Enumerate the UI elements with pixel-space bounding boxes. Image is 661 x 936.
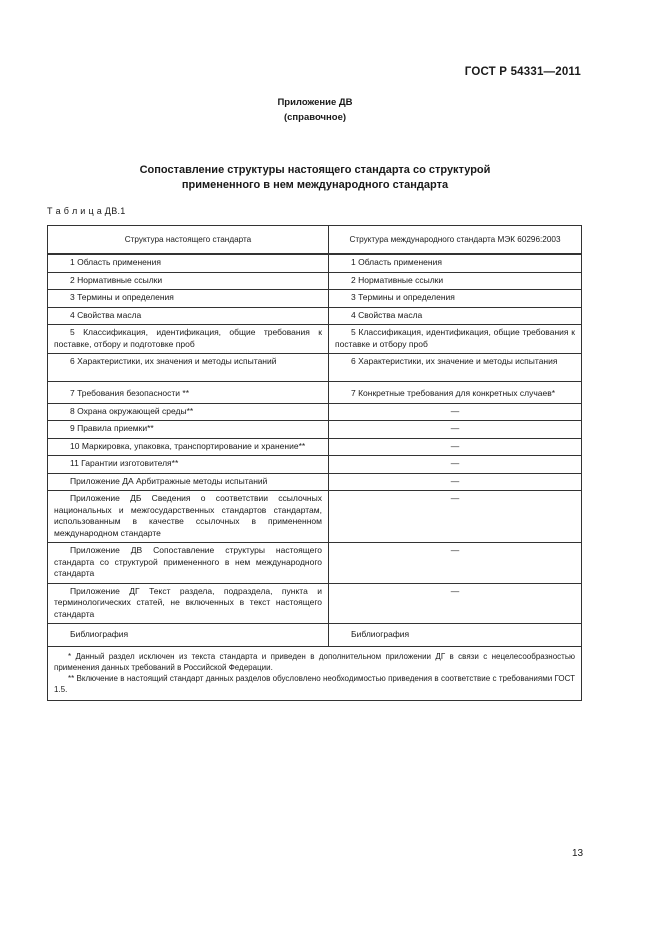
cell-national: 8 Охрана окружающей среды**	[48, 403, 329, 421]
cell-national: 5 Классификация, идентификация, общие требования к поставке, отбору и подготовке проб	[48, 325, 329, 354]
appendix-subtitle: (справочное)	[283, 112, 347, 123]
column-header-national: Структура настоящего стандарта	[48, 226, 329, 255]
table-row	[48, 624, 582, 647]
heading-line-2: примененного в нем международного стандарта	[181, 179, 449, 191]
cell-international: —	[329, 473, 582, 491]
cell-international: Библиография	[329, 624, 582, 647]
footnote-single-asterisk: * Данный раздел исключен из текста стандарта и приведен в дополнительном приложении ДГ в связи с нецелесообразностью применения данных требований в Российской Федерации.	[54, 651, 575, 672]
cell-national: 2 Нормативные ссылки	[48, 272, 329, 290]
table-row	[48, 403, 582, 421]
table-row	[48, 421, 582, 439]
cell-international: —	[329, 456, 582, 474]
cell-national: 10 Маркировка, упаковка, транспортирование и хранение**	[48, 438, 329, 456]
table-notes-row	[48, 646, 582, 700]
table-notes	[48, 646, 582, 700]
appendix-title: Приложение ДВ	[277, 97, 353, 108]
cell-national: 1 Область применения	[48, 254, 329, 272]
table-row	[48, 290, 582, 308]
table-header-row	[48, 226, 582, 255]
table-row	[48, 543, 582, 584]
cell-international: —	[329, 438, 582, 456]
cell-national: 6 Характеристики, их значения и методы испытаний	[48, 354, 329, 382]
cell-national: 11 Гарантии изготовителя**	[48, 456, 329, 474]
cell-international: 7 Конкретные требования для конкретных случаев*	[329, 382, 582, 404]
page-number: 13	[572, 848, 584, 859]
column-header-international: Структура международного стандарта МЭК 60296:2003	[329, 226, 582, 255]
cell-international: 2 Нормативные ссылки	[329, 272, 582, 290]
cell-international: —	[329, 421, 582, 439]
table-row	[48, 325, 582, 354]
cell-international: 3 Термины и определения	[329, 290, 582, 308]
cell-national: Приложение ДБ Сведения о соответствии ссылочных национальных и межгосударственных стандартов стандартам, использованным в качестве ссылочных в примененном международном стандарте	[48, 491, 329, 543]
structure-comparison-table	[47, 225, 582, 701]
table-row	[48, 272, 582, 290]
cell-national: 4 Свойства масла	[48, 307, 329, 325]
cell-national: 7 Требования безопасности **	[48, 382, 329, 404]
table-caption: Т а б л и ц а ДВ.1	[47, 206, 126, 216]
cell-international: —	[329, 583, 582, 624]
footnote-double-asterisk: ** Включение в настоящий стандарт данных разделов обусловлено необходимостью приведения в соответствие с требованиями ГОСТ 1.5.	[54, 673, 575, 694]
heading-line-1: Сопоставление структуры настоящего стандарта со структурой	[139, 164, 491, 176]
cell-international: 5 Классификация, идентификация, общие требования к поставке и отбору проб	[329, 325, 582, 354]
cell-international: —	[329, 491, 582, 543]
cell-international: 6 Характеристики, их значение и методы испытания	[329, 354, 582, 382]
cell-international: —	[329, 543, 582, 584]
cell-national: Приложение ДА Арбитражные методы испытаний	[48, 473, 329, 491]
appendix-label	[0, 95, 630, 125]
cell-national: 9 Правила приемки**	[48, 421, 329, 439]
table-row	[48, 382, 582, 404]
cell-national: Библиография	[48, 624, 329, 647]
table-row	[48, 456, 582, 474]
cell-international: 1 Область применения	[329, 254, 582, 272]
cell-international: 4 Свойства масла	[329, 307, 582, 325]
table-row	[48, 307, 582, 325]
table-row	[48, 473, 582, 491]
section-heading	[0, 163, 630, 193]
cell-national: Приложение ДГ Текст раздела, подраздела, пункта и терминологических статей, не включенных в текст настоящего стандарта	[48, 583, 329, 624]
table-row	[48, 354, 582, 382]
standard-number: ГОСТ Р 54331—2011	[464, 66, 581, 78]
table-row	[48, 438, 582, 456]
cell-international: —	[329, 403, 582, 421]
cell-national: 3 Термины и определения	[48, 290, 329, 308]
table-row	[48, 583, 582, 624]
cell-national: Приложение ДВ Сопоставление структуры настоящего стандарта со структурой примененного в нем международного стандарта	[48, 543, 329, 584]
table-row	[48, 254, 582, 272]
table-row	[48, 491, 582, 543]
